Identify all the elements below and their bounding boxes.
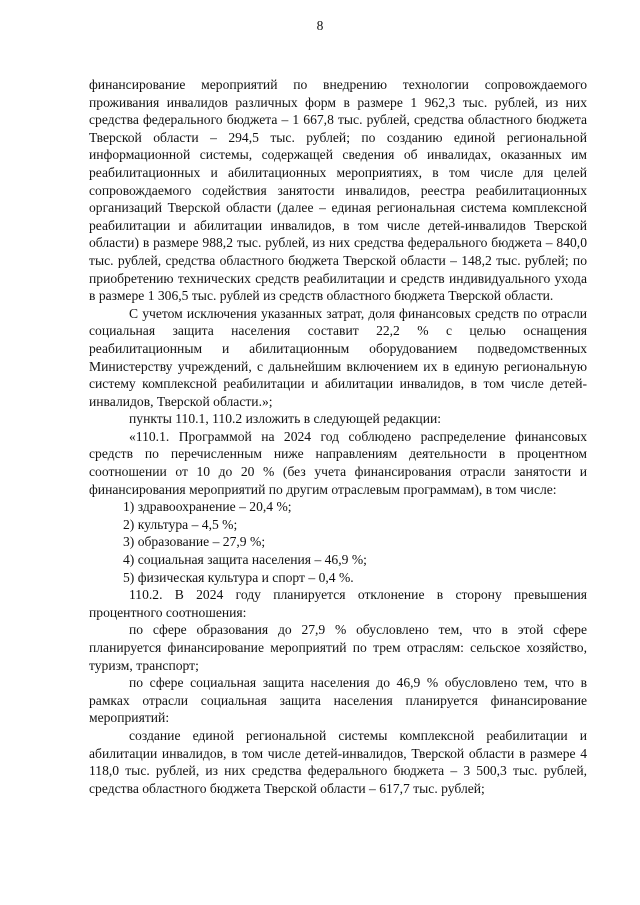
paragraph-110-1: «110.1. Программой на 2024 год соблюдено распределение финансовых средств по перечисленным ниже направлениям деятельности в процентном соотношении от 10 до 20 % (без учета финансирования отрасли занятости и финансирования мероприятий по другим отраслевым программам), в том числе: <box>89 428 587 497</box>
paragraph-social-deviation: по сфере социальная защита населения до 46,9 % обусловлено тем, что в рамках отрасли социальная защита населения планируется финансирование мероприятий: <box>89 675 587 726</box>
paragraph-110-2: 110.2. В 2024 году планируется отклонение в сторону превышения процентного соотношения: <box>89 587 587 620</box>
document-body <box>89 76 587 797</box>
list-item-social-protection: 4) социальная защита населения – 46,9 %; <box>123 552 367 568</box>
paragraph-funding-continuation: финансирование мероприятий по внедрению технологии сопровождаемого проживания инвалидов различных форм в размере 1 962,3 тыс. рублей, из них средства федерального бюджета – 1 667,8 тыс. рублей, средства областного бюджета Тверской области – 294,5 тыс. рублей; по созданию единой региональной информационной системы, содержащей сведения об инвалидах, оказанных им реабилитационных и абилитационных мероприятиях, в том числе для целей сопровождаемого содействия занятости инвалидов, реестра реабилитационных организаций Тверской области (далее – единая региональная система комплексной реабилитации и абилитации инвалидов, в том числе детей-инвалидов Тверской области) в размере 988,2 тыс. рублей, из них средства федерального бюджета – 840,0 тыс. рублей, средства областного бюджета Тверской области – 148,2 тыс. рублей; по приобретению технических средств реабилитации и средств индивидуального ухода в размере 1 306,5 тыс. рублей из средств областного бюджета Тверской области. <box>89 77 587 304</box>
paragraph-education-deviation: по сфере образования до 27,9 % обусловлено тем, что в этой сфере планируется финансирование мероприятий по трем отраслям: сельское хозяйство, туризм, транспорт; <box>89 622 587 673</box>
list-item-culture: 2) культура – 4,5 %; <box>123 516 238 532</box>
list-item-healthcare: 1) здравоохранение – 20,4 %; <box>123 499 292 515</box>
paragraph-share-social-protection: С учетом исключения указанных затрат, доля финансовых средств по отрасли социальная защита населения составит 22,2 % с целью оснащения реабилитационным и абилитационным оборудованием подведомственных Министерству учреждений, с дальнейшим включением их в единую региональную систему комплексной реабилитации и абилитации инвалидов, в том числе детей-инвалидов, Тверской области.»; <box>89 305 587 409</box>
paragraph-unified-system: создание единой региональной системы комплексной реабилитации и абилитации инвалидов, в том числе детей-инвалидов, Тверской области в размере 4 118,0 тыс. рублей, из них средства федерального бюджета – 3 500,3 тыс. рублей, средства областного бюджета Тверской области – 617,7 тыс. рублей; <box>89 727 587 796</box>
list-item-sport: 5) физическая культура и спорт – 0,4 %. <box>123 569 354 585</box>
page-number: 8 <box>316 18 324 33</box>
paragraph-amend-instruction: пункты 110.1, 110.2 изложить в следующей редакции: <box>129 411 442 427</box>
list-item-education: 3) образование – 27,9 %; <box>123 534 266 550</box>
